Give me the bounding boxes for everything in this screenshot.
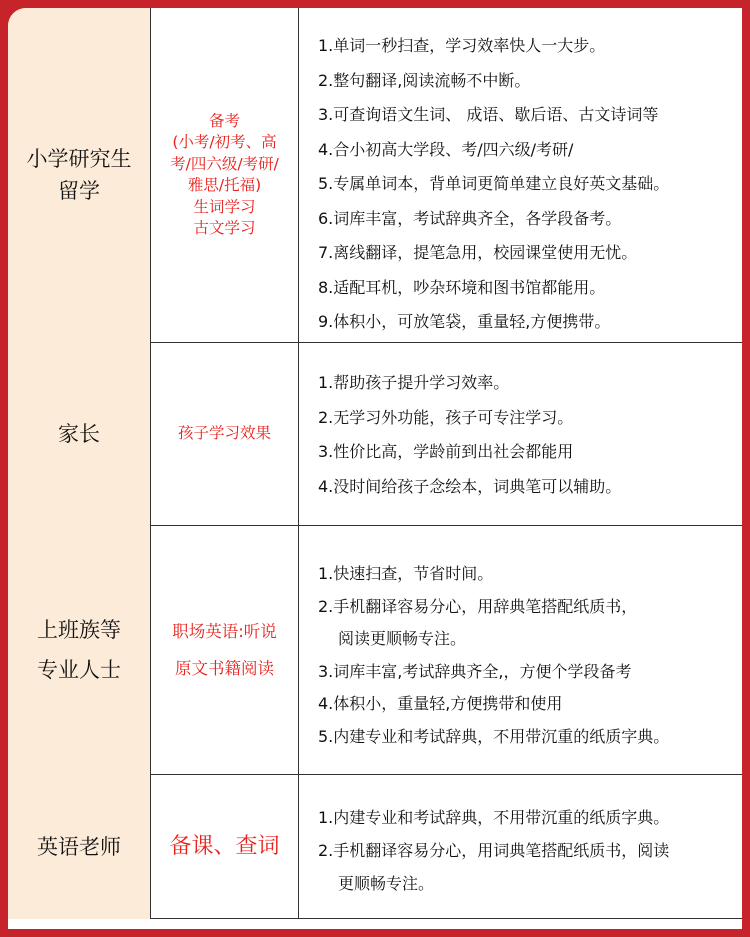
feature-item: 8.适配耳机，吵杂环境和图书馆都能用。 [318, 277, 606, 297]
purpose-line: (小考/初考、高 [172, 133, 277, 151]
purpose-line: 古文学习 [193, 219, 256, 237]
purpose-line: 生词学习 [193, 197, 256, 216]
purpose-line: 原文书籍阅读 [175, 659, 274, 678]
feature-item: 2.无学习外功能，孩子可专注学习。 [318, 407, 574, 427]
features-cell [299, 8, 742, 342]
features-cell [299, 526, 742, 774]
table-row [8, 775, 742, 918]
feature-item: 9.体积小，可放笔袋，重量轻,方便携带。 [318, 312, 611, 331]
purpose-line: 考/四六级/考研/ [170, 154, 279, 173]
feature-item: 2.整句翻译,阅读流畅不中断。 [318, 70, 531, 90]
feature-item: 5.专属单词本，背单词更简单建立良好英文基础。 [318, 174, 670, 193]
purpose-line: 孩子学习效果 [177, 424, 271, 443]
audience-line: 上班族等 [37, 618, 121, 642]
feature-item: 1.快速扫查，节省时间。 [318, 564, 494, 583]
feature-item: 4.体积小，重量轻,方便携带和使用 [318, 694, 563, 713]
table-bottom-border [150, 918, 742, 919]
purpose-cell [150, 8, 299, 342]
purpose-line: 职场英语:听说 [172, 622, 277, 641]
audience-line: 家长 [58, 422, 100, 446]
feature-item: 4.合小初高大学段、考/四六级/考研/ [318, 139, 574, 159]
feature-item: 3.词库丰富,考试辞典齐全,，方便个学段备考 [318, 661, 632, 681]
table-row [8, 343, 742, 525]
feature-item: 4.没时间给孩子念绘本，词典笔可以辅助。 [318, 476, 622, 496]
feature-item: 3.可查询语文生词、 成语、歇后语、古文诗词等 [318, 105, 659, 124]
audience-cell [8, 343, 150, 525]
audience-cell [8, 775, 150, 918]
audience-line: 专业人士 [37, 658, 121, 682]
purpose-cell [150, 526, 299, 774]
audience-cell [8, 8, 150, 342]
feature-item: 1.单词一秒扫查，学习效率快人一大步。 [318, 36, 606, 55]
audience-line: 小学研究生 [26, 147, 132, 171]
page-frame [8, 8, 742, 929]
purpose-line: 备考 [208, 111, 240, 130]
feature-item: 6.词库丰富，考试辞典齐全，各学段备考。 [318, 208, 622, 228]
comparison-table [8, 8, 742, 929]
feature-item: 5.内建专业和考试辞典，不用带沉重的纸质字典。 [318, 726, 670, 746]
purpose-cell [150, 343, 299, 525]
features-cell [299, 343, 742, 525]
feature-item: 2.手机翻译容易分心，用词典笔搭配纸质书，阅读 [318, 841, 670, 860]
purpose-line: 备课、查词 [169, 833, 280, 859]
feature-item: 1.内建专业和考试辞典，不用带沉重的纸质字典。 [318, 808, 670, 827]
features-cell [299, 775, 742, 918]
feature-item: 2.手机翻译容易分心，用辞典笔搭配纸质书， [318, 596, 638, 616]
feature-item: 更顺畅专注。 [338, 874, 435, 893]
table-row [8, 526, 742, 774]
feature-item: 3.性价比高，学龄前到出社会都能用 [318, 442, 574, 461]
feature-item: 7.离线翻译，提笔急用，校园课堂使用无忧。 [318, 243, 638, 262]
feature-item: 阅读更顺畅专注。 [338, 629, 467, 648]
audience-line: 英语老师 [37, 834, 121, 859]
table-row [8, 8, 742, 342]
purpose-line: 雅思/托福) [187, 176, 262, 194]
audience-line: 留学 [58, 179, 100, 203]
feature-item: 1.帮助孩子提升学习效率。 [318, 373, 510, 392]
purpose-cell [150, 775, 299, 918]
audience-cell [8, 526, 150, 774]
